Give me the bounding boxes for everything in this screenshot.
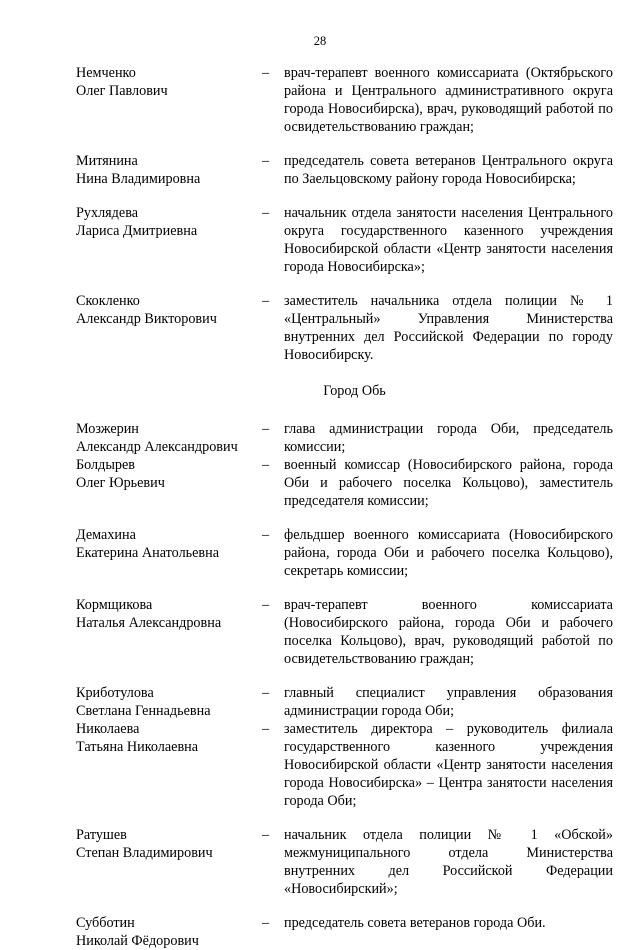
role: врач-терапевт военного комиссариата (Новосибирского района, города Оби и рабочего поселка Кольцово), врач, руководящий работой по освидетельствованию граждан;	[284, 597, 613, 667]
surname: Немченко	[76, 65, 136, 81]
list-item	[76, 526, 613, 580]
dash: –	[262, 457, 270, 473]
surname: Митянина	[76, 153, 138, 169]
list-item	[76, 420, 613, 456]
surname: Мозжерин	[76, 421, 139, 437]
dash: –	[262, 293, 270, 309]
role: заместитель начальника отдела полиции № 1 «Центральный» Управления Министерства внутренних дел Российской Федерации по городу Новосибирску.	[284, 293, 613, 363]
given-name: Олег Юрьевич	[76, 475, 165, 491]
surname: Демахина	[76, 527, 136, 543]
given-name: Александр Викторович	[76, 311, 217, 327]
role: председатель совета ветеранов Центрального округа по Заельцовскому району города Новосибирска;	[284, 153, 613, 187]
given-name: Татьяна Николаевна	[76, 739, 199, 755]
role: начальник отдела полиции № 1 «Обской» межмуниципального отдела Министерства внутренних дел Российской Федерации «Новосибирский»;	[284, 827, 613, 897]
dash: –	[262, 421, 270, 437]
surname: Николаева	[76, 721, 140, 737]
commission-list	[76, 64, 613, 950]
surname: Рухлядева	[76, 205, 139, 221]
list-item	[76, 720, 613, 810]
given-name: Лариса Дмитриевна	[76, 223, 198, 239]
list-item	[76, 204, 613, 276]
surname: Скокленко	[76, 293, 140, 309]
role: заместитель директора – руководитель филиала государственного казенного учреждения Новосибирской области «Центр занятости населения города Новосибирска» – Центра занятости населения города Оби;	[284, 721, 613, 809]
role: председатель совета ветеранов города Оби.	[284, 915, 546, 931]
dash: –	[262, 527, 270, 543]
surname: Болдырев	[76, 457, 135, 473]
role: начальник отдела занятости населения Центрального округа государственного казенного учреждения Новосибирской области «Центр занятости населения города Новосибирска»;	[284, 205, 613, 275]
role: глава администрации города Оби, председатель комиссии;	[284, 421, 613, 455]
dash: –	[262, 721, 270, 737]
role: врач-терапевт военного комиссариата (Октябрьского района и Центрального административного округа города Новосибирска), врач, руководящий работой по освидетельствованию граждан;	[284, 65, 613, 135]
dash: –	[262, 827, 270, 843]
dash: –	[262, 153, 270, 169]
list-item	[76, 64, 613, 136]
section-heading: Город Обь	[323, 383, 386, 399]
list-item	[76, 684, 613, 720]
given-name: Наталья Александровна	[76, 615, 222, 631]
list-item	[76, 826, 613, 898]
given-name: Александр Александрович	[76, 439, 238, 455]
given-name: Николай Фёдорович	[76, 933, 199, 949]
given-name: Степан Владимирович	[76, 845, 213, 861]
list-item	[76, 914, 613, 950]
list-item	[76, 596, 613, 668]
role: главный специалист управления образования администрации города Оби;	[284, 685, 613, 719]
surname: Ратушев	[76, 827, 127, 843]
dash: –	[262, 915, 270, 931]
list-item	[76, 456, 613, 510]
given-name: Светлана Геннадьевна	[76, 703, 211, 719]
dash: –	[262, 65, 270, 81]
surname: Субботин	[76, 915, 135, 931]
page-number: 28	[313, 34, 327, 48]
dash: –	[262, 205, 270, 221]
given-name: Екатерина Анатольевна	[76, 545, 220, 561]
role: военный комиссар (Новосибирского района, города Оби и рабочего поселка Кольцово), заместитель председателя комиссии;	[284, 457, 613, 509]
dash: –	[262, 597, 270, 613]
list-item	[76, 292, 613, 364]
role: фельдшер военного комиссариата (Новосибирского района, города Оби и рабочего поселка Кольцово), секретарь комиссии;	[284, 527, 613, 579]
given-name: Олег Павлович	[76, 83, 168, 99]
surname: Кормщикова	[76, 597, 153, 613]
list-item	[76, 152, 613, 188]
given-name: Нина Владимировна	[76, 171, 201, 187]
surname: Криботулова	[76, 685, 154, 701]
dash: –	[262, 685, 270, 701]
